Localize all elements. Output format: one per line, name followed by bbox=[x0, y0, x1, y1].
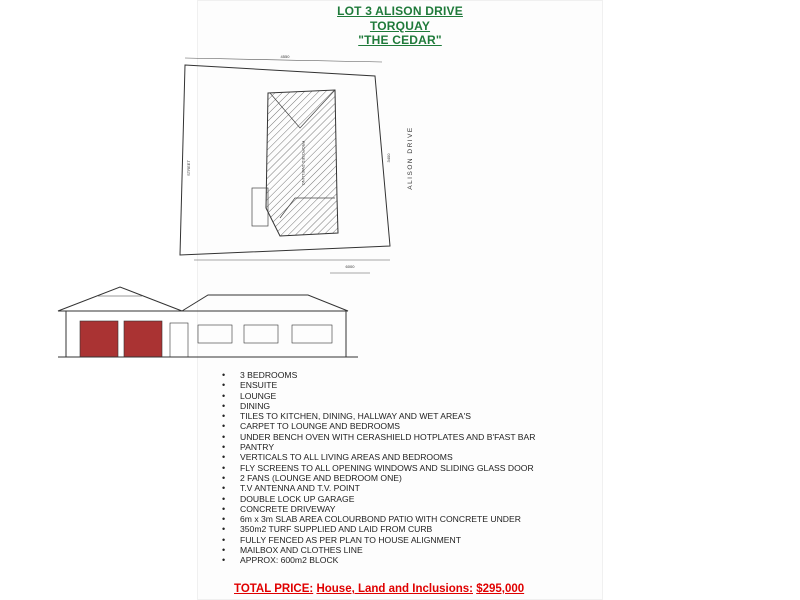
house-label: PROPOSED DWELLING bbox=[301, 140, 306, 186]
list-item: • ENSUITE bbox=[222, 380, 535, 390]
price-text: House, Land and Inclusions: bbox=[316, 583, 473, 595]
title-suburb: TORQUAY bbox=[369, 19, 431, 33]
list-item: • LOUNGE bbox=[222, 391, 535, 401]
list-item: • T.V ANTENNA AND T.V. POINT bbox=[222, 483, 535, 493]
site-plan-drawing bbox=[90, 48, 414, 278]
list-item: • PANTRY bbox=[222, 442, 535, 452]
label-left: STREET bbox=[186, 160, 191, 176]
dim-right: 3400 bbox=[386, 153, 391, 163]
front-door bbox=[170, 323, 188, 357]
title-lot-address: LOT 3 ALISON DRIVE bbox=[337, 4, 463, 18]
list-item: • 6m x 3m SLAB AREA COLOURBOND PATIO WITH CONCRETE UNDER bbox=[222, 514, 535, 524]
list-item: • APPROX: 600m2 BLOCK bbox=[222, 555, 535, 565]
list-item: • VERTICALS TO ALL LIVING AREAS AND BEDROOMS bbox=[222, 452, 535, 462]
inclusions-list bbox=[222, 370, 535, 566]
list-item: • CONCRETE DRIVEWAY bbox=[222, 504, 535, 514]
list-item: • CARPET TO LOUNGE AND BEDROOMS bbox=[222, 421, 535, 431]
dim-bottom: 6000 bbox=[345, 264, 355, 269]
total-price bbox=[234, 583, 524, 595]
garage-door-left bbox=[80, 321, 118, 357]
price-label: TOTAL PRICE: bbox=[234, 583, 314, 595]
garage-door-right bbox=[124, 321, 162, 357]
front-elevation-drawing bbox=[58, 283, 578, 373]
dim-top: 4550 bbox=[280, 54, 290, 59]
list-item: • FULLY FENCED AS PER PLAN TO HOUSE ALIGNMENT bbox=[222, 535, 535, 545]
list-item: • 3 BEDROOMS bbox=[222, 370, 535, 380]
list-item: • FLY SCREENS TO ALL OPENING WINDOWS AND SLIDING GLASS DOOR bbox=[222, 463, 535, 473]
list-item: • 350m2 TURF SUPPLIED AND LAID FROM CURB bbox=[222, 524, 535, 534]
list-item: • UNDER BENCH OVEN WITH CERASHIELD HOTPLATES AND B'FAST BAR bbox=[222, 432, 535, 442]
list-item: • DINING bbox=[222, 401, 535, 411]
list-item: • DOUBLE LOCK UP GARAGE bbox=[222, 494, 535, 504]
price-amount: $295,000 bbox=[476, 583, 525, 595]
title-house-name: "THE CEDAR" bbox=[358, 33, 442, 47]
street-name-label: ALISON DRIVE bbox=[407, 126, 414, 190]
list-item: • MAILBOX AND CLOTHES LINE bbox=[222, 545, 535, 555]
list-item: • 2 FANS (LOUNGE AND BEDROOM ONE) bbox=[222, 473, 535, 483]
list-item: • TILES TO KITCHEN, DINING, HALLWAY AND WET AREA'S bbox=[222, 411, 535, 421]
